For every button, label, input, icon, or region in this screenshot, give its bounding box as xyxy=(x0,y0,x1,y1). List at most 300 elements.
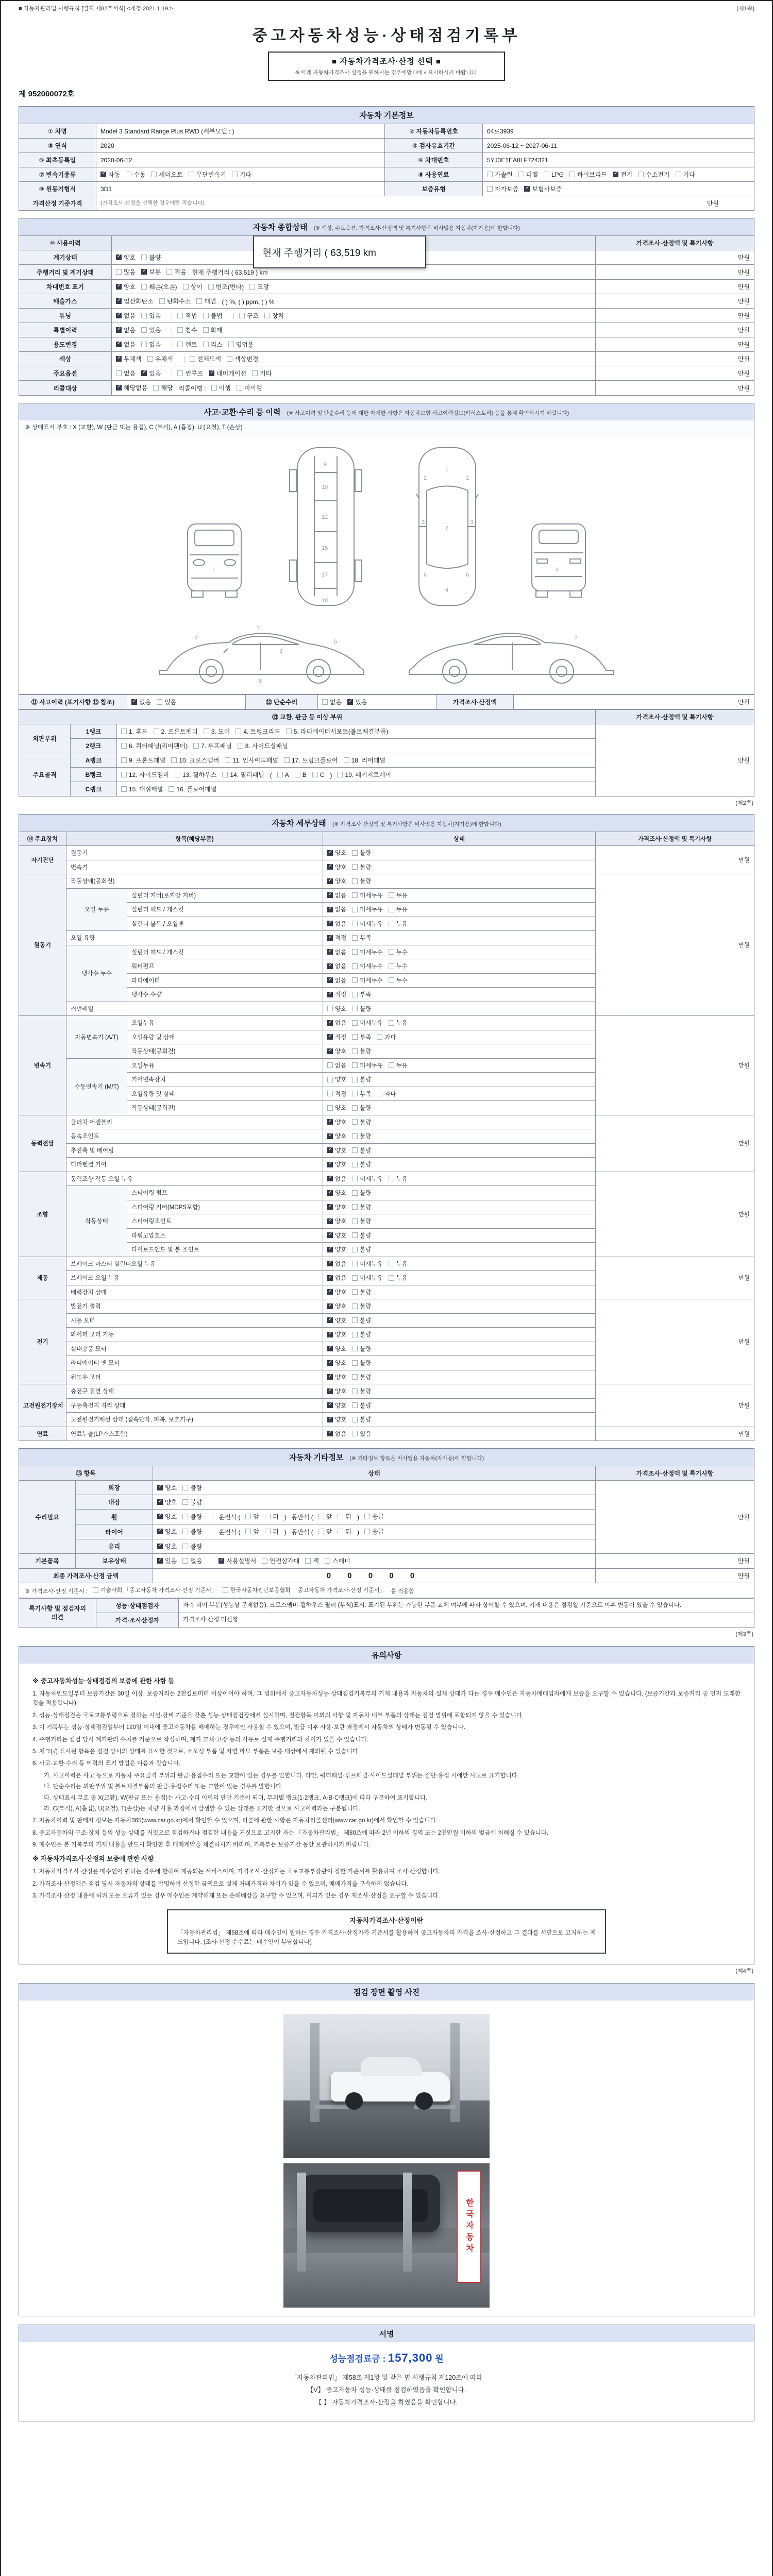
checkbox-option[interactable] xyxy=(121,785,163,793)
checkbox-option[interactable] xyxy=(352,1061,382,1070)
checkbox-option[interactable] xyxy=(352,891,382,900)
checkbox-option[interactable] xyxy=(318,1512,332,1521)
checkbox[interactable] xyxy=(183,284,189,290)
checkbox[interactable] xyxy=(93,1587,98,1593)
checkbox-option[interactable] xyxy=(327,1146,346,1155)
checkbox-option[interactable] xyxy=(305,1556,319,1565)
checkbox-checked[interactable] xyxy=(327,1147,333,1153)
checkbox-option[interactable] xyxy=(286,727,389,736)
checkbox-option[interactable] xyxy=(157,1483,177,1492)
checkbox[interactable] xyxy=(352,864,358,870)
checkbox[interactable] xyxy=(352,1374,358,1380)
checkbox[interactable] xyxy=(352,1232,358,1238)
checkbox[interactable] xyxy=(352,1417,358,1422)
checkbox[interactable] xyxy=(352,1020,358,1026)
checkbox-checked[interactable] xyxy=(327,1176,333,1181)
checkbox-option[interactable] xyxy=(182,1512,202,1521)
checkbox-option[interactable] xyxy=(327,1005,346,1013)
checkbox[interactable] xyxy=(325,1558,330,1564)
checkbox-option[interactable] xyxy=(352,1175,382,1183)
checkbox[interactable] xyxy=(121,772,127,777)
checkbox-option[interactable] xyxy=(352,1373,371,1381)
checkbox-checked[interactable] xyxy=(327,1417,333,1422)
checkbox-checked[interactable] xyxy=(116,298,122,304)
checkbox-option[interactable] xyxy=(327,1118,346,1126)
checkbox-option[interactable] xyxy=(327,1387,346,1395)
checkbox[interactable] xyxy=(352,1275,358,1281)
checkbox[interactable] xyxy=(337,772,343,777)
checkbox-option[interactable] xyxy=(327,934,346,942)
checkbox-checked[interactable] xyxy=(327,1374,333,1380)
checkbox-option[interactable] xyxy=(93,1586,217,1594)
checkbox-checked[interactable] xyxy=(327,977,333,983)
checkbox-option[interactable] xyxy=(141,326,161,334)
checkbox[interactable] xyxy=(389,1176,394,1181)
checkbox-option[interactable] xyxy=(352,863,371,871)
checkbox-option[interactable] xyxy=(389,920,408,928)
checkbox-option[interactable] xyxy=(352,1217,371,1225)
checkbox[interactable] xyxy=(352,1402,358,1408)
checkbox-option[interactable] xyxy=(203,340,223,349)
checkbox-checked[interactable] xyxy=(524,186,530,192)
checkbox[interactable] xyxy=(352,1289,358,1295)
checkbox[interactable] xyxy=(318,1529,324,1534)
checkbox-option[interactable] xyxy=(318,1527,332,1536)
checkbox[interactable] xyxy=(352,1332,358,1337)
checkbox[interactable] xyxy=(203,342,209,347)
checkbox-option[interactable] xyxy=(252,369,272,378)
checkbox[interactable] xyxy=(389,949,394,955)
checkbox-checked[interactable] xyxy=(209,370,214,376)
checkbox-option[interactable] xyxy=(327,1359,346,1367)
checkbox-option[interactable] xyxy=(364,1527,384,1536)
checkbox[interactable] xyxy=(389,1275,394,1281)
checkbox-checked[interactable] xyxy=(327,1317,333,1323)
checkbox[interactable] xyxy=(352,949,358,955)
checkbox-option[interactable] xyxy=(352,934,371,942)
checkbox[interactable] xyxy=(177,370,183,376)
checkbox-checked[interactable] xyxy=(327,1232,333,1238)
checkbox[interactable] xyxy=(352,1133,358,1139)
checkbox[interactable] xyxy=(265,1529,271,1534)
checkbox-checked[interactable] xyxy=(327,1020,333,1026)
checkbox-option[interactable] xyxy=(182,1498,202,1506)
checkbox-option[interactable] xyxy=(352,1316,371,1325)
checkbox-checked[interactable] xyxy=(347,699,353,705)
checkbox[interactable] xyxy=(154,728,159,734)
checkbox-option[interactable] xyxy=(327,1033,346,1041)
checkbox-option[interactable] xyxy=(352,1245,371,1253)
checkbox-option[interactable] xyxy=(327,920,346,928)
checkbox-option[interactable] xyxy=(389,1260,408,1268)
checkbox[interactable] xyxy=(196,298,202,304)
checkbox[interactable] xyxy=(389,1261,394,1266)
checkbox-option[interactable] xyxy=(389,1274,408,1282)
checkbox[interactable] xyxy=(249,284,255,290)
checkbox-checked[interactable] xyxy=(157,1499,163,1505)
checkbox-option[interactable] xyxy=(352,1203,371,1211)
checkbox[interactable] xyxy=(312,772,318,777)
checkbox-option[interactable] xyxy=(277,771,289,778)
checkbox[interactable] xyxy=(352,1034,358,1040)
checkbox-checked[interactable] xyxy=(116,327,122,333)
checkbox[interactable] xyxy=(121,743,127,749)
checkbox[interactable] xyxy=(204,728,209,734)
checkbox[interactable] xyxy=(327,1062,333,1068)
checkbox[interactable] xyxy=(182,1499,188,1505)
checkbox-checked[interactable] xyxy=(327,1360,333,1366)
checkbox[interactable] xyxy=(245,1529,251,1534)
checkbox[interactable] xyxy=(377,1091,382,1096)
checkbox[interactable] xyxy=(638,172,644,177)
checkbox-checked[interactable] xyxy=(157,1514,163,1519)
checkbox-option[interactable] xyxy=(327,1430,346,1438)
checkbox-option[interactable] xyxy=(352,962,382,970)
checkbox-option[interactable] xyxy=(189,170,226,179)
checkbox-checked[interactable] xyxy=(116,385,122,391)
checkbox[interactable] xyxy=(182,1529,188,1534)
checkbox[interactable] xyxy=(487,172,493,177)
checkbox-option[interactable] xyxy=(182,1542,202,1551)
checkbox[interactable] xyxy=(223,1587,228,1593)
checkbox-checked[interactable] xyxy=(327,1119,333,1125)
checkbox-checked[interactable] xyxy=(116,313,122,318)
checkbox[interactable] xyxy=(352,907,358,912)
checkbox-option[interactable] xyxy=(182,1527,202,1536)
checkbox-option[interactable] xyxy=(364,1512,384,1521)
checkbox-option[interactable] xyxy=(100,170,120,179)
checkbox-checked[interactable] xyxy=(327,892,333,898)
checkbox-checked[interactable] xyxy=(327,1247,333,1252)
checkbox-option[interactable] xyxy=(352,1104,371,1112)
checkbox[interactable] xyxy=(352,1091,358,1096)
checkbox-option[interactable] xyxy=(352,990,371,998)
checkbox-checked[interactable] xyxy=(327,1048,333,1054)
checkbox-checked[interactable] xyxy=(327,1218,333,1224)
checkbox[interactable] xyxy=(364,1514,370,1519)
checkbox[interactable] xyxy=(141,284,147,290)
checkbox-option[interactable] xyxy=(225,756,278,765)
checkbox-option[interactable] xyxy=(389,1019,408,1027)
checkbox-option[interactable] xyxy=(389,1175,408,1183)
checkbox-option[interactable] xyxy=(141,340,161,349)
checkbox-option[interactable] xyxy=(352,1415,371,1423)
checkbox[interactable] xyxy=(352,1105,358,1111)
checkbox-option[interactable] xyxy=(389,948,408,956)
checkbox-option[interactable] xyxy=(352,1019,382,1027)
checkbox[interactable] xyxy=(322,699,328,705)
checkbox-option[interactable] xyxy=(265,1527,279,1536)
checkbox-option[interactable] xyxy=(116,311,136,320)
checkbox[interactable] xyxy=(352,992,358,997)
checkbox-checked[interactable] xyxy=(116,284,122,290)
checkbox-checked[interactable] xyxy=(141,269,147,275)
checkbox-option[interactable] xyxy=(227,354,258,363)
checkbox-checked[interactable] xyxy=(116,342,122,347)
checkbox-option[interactable] xyxy=(352,920,382,928)
checkbox-option[interactable] xyxy=(121,756,165,765)
checkbox-option[interactable] xyxy=(327,1203,346,1211)
checkbox-option[interactable] xyxy=(327,1373,346,1381)
checkbox[interactable] xyxy=(327,1105,333,1111)
checkbox-option[interactable] xyxy=(327,976,346,985)
checkbox-option[interactable] xyxy=(352,877,371,885)
checkbox-checked[interactable] xyxy=(327,1303,333,1309)
checkbox-option[interactable] xyxy=(141,282,177,291)
checkbox[interactable] xyxy=(236,728,241,734)
checkbox-option[interactable] xyxy=(171,756,219,765)
checkbox[interactable] xyxy=(237,385,242,391)
checkbox-option[interactable] xyxy=(262,1556,299,1565)
checkbox-option[interactable] xyxy=(327,891,346,900)
checkbox-checked[interactable] xyxy=(327,1431,333,1436)
checkbox-option[interactable] xyxy=(327,1075,346,1083)
checkbox-option[interactable] xyxy=(524,184,562,193)
checkbox-option[interactable] xyxy=(352,1359,371,1367)
checkbox[interactable] xyxy=(352,1431,358,1436)
checkbox-option[interactable] xyxy=(352,1075,371,1083)
checkbox[interactable] xyxy=(225,757,230,763)
checkbox-option[interactable] xyxy=(154,727,198,736)
checkbox-option[interactable] xyxy=(182,1556,202,1565)
checkbox-option[interactable] xyxy=(327,1132,346,1140)
checkbox[interactable] xyxy=(352,1317,358,1323)
checkbox-option[interactable] xyxy=(352,1231,371,1240)
checkbox[interactable] xyxy=(211,385,217,391)
checkbox[interactable] xyxy=(147,356,153,362)
checkbox-option[interactable] xyxy=(203,326,223,334)
checkbox-option[interactable] xyxy=(183,282,203,291)
checkbox-checked[interactable] xyxy=(327,949,333,955)
checkbox-option[interactable] xyxy=(196,297,216,306)
checkbox-option[interactable] xyxy=(347,698,367,706)
checkbox[interactable] xyxy=(126,172,131,177)
checkbox-option[interactable] xyxy=(126,170,145,179)
checkbox[interactable] xyxy=(352,1048,358,1054)
checkbox-option[interactable] xyxy=(327,877,346,885)
checkbox-option[interactable] xyxy=(204,727,230,736)
checkbox-option[interactable] xyxy=(327,1231,346,1240)
checkbox[interactable] xyxy=(227,356,232,362)
checkbox[interactable] xyxy=(389,907,394,912)
checkbox-option[interactable] xyxy=(352,1345,371,1353)
checkbox-option[interactable] xyxy=(239,311,259,320)
checkbox[interactable] xyxy=(352,1247,358,1252)
checkbox-option[interactable] xyxy=(327,1345,346,1353)
checkbox-checked[interactable] xyxy=(327,935,333,941)
checkbox-checked[interactable] xyxy=(100,172,106,177)
checkbox[interactable] xyxy=(327,1077,333,1082)
checkbox-checked[interactable] xyxy=(613,172,618,177)
checkbox[interactable] xyxy=(352,1176,358,1181)
checkbox-option[interactable] xyxy=(352,1189,371,1197)
checkbox[interactable] xyxy=(169,786,174,792)
checkbox[interactable] xyxy=(141,313,147,318)
checkbox[interactable] xyxy=(352,1360,358,1366)
checkbox-option[interactable] xyxy=(141,267,161,276)
checkbox-option[interactable] xyxy=(337,770,391,779)
checkbox-checked[interactable] xyxy=(327,1133,333,1139)
checkbox-option[interactable] xyxy=(232,170,251,179)
checkbox-checked[interactable] xyxy=(327,1402,333,1408)
checkbox-option[interactable] xyxy=(265,1512,279,1521)
checkbox-option[interactable] xyxy=(352,1401,371,1410)
checkbox-option[interactable] xyxy=(209,369,246,378)
checkbox-option[interactable] xyxy=(157,1556,177,1565)
checkbox[interactable] xyxy=(352,963,358,969)
checkbox-checked[interactable] xyxy=(157,1558,163,1564)
checkbox[interactable] xyxy=(175,772,180,777)
checkbox[interactable] xyxy=(352,1388,358,1394)
checkbox-option[interactable] xyxy=(166,267,186,276)
checkbox-option[interactable] xyxy=(177,369,203,378)
checkbox-option[interactable] xyxy=(157,698,176,706)
checkbox-option[interactable] xyxy=(327,1047,346,1055)
checkbox-option[interactable] xyxy=(236,727,280,736)
checkbox-option[interactable] xyxy=(352,1387,371,1395)
checkbox[interactable] xyxy=(189,172,194,177)
checkbox-option[interactable] xyxy=(352,1090,371,1098)
checkbox-option[interactable] xyxy=(327,1260,346,1268)
checkbox-option[interactable] xyxy=(193,741,232,750)
checkbox-option[interactable] xyxy=(327,1288,346,1296)
checkbox[interactable] xyxy=(487,186,493,192)
checkbox-option[interactable] xyxy=(389,976,408,985)
checkbox-checked[interactable] xyxy=(327,1190,333,1196)
checkbox-option[interactable] xyxy=(338,1512,351,1521)
checkbox-option[interactable] xyxy=(327,1061,346,1070)
checkbox[interactable] xyxy=(264,313,270,318)
checkbox[interactable] xyxy=(305,1558,311,1564)
checkbox-option[interactable] xyxy=(121,727,148,736)
checkbox[interactable] xyxy=(318,1514,324,1519)
checkbox-checked[interactable] xyxy=(327,1275,333,1281)
checkbox-option[interactable] xyxy=(157,1527,177,1536)
checkbox-option[interactable] xyxy=(338,1527,351,1536)
checkbox[interactable] xyxy=(232,172,238,177)
checkbox-option[interactable] xyxy=(352,1430,371,1438)
checkbox-checked[interactable] xyxy=(327,1162,333,1167)
checkbox[interactable] xyxy=(295,772,300,777)
checkbox-checked[interactable] xyxy=(116,356,122,362)
checkbox[interactable] xyxy=(544,172,549,177)
checkbox-option[interactable] xyxy=(352,1274,382,1282)
checkbox-checked[interactable] xyxy=(327,878,333,884)
checkbox[interactable] xyxy=(352,1204,358,1210)
checkbox[interactable] xyxy=(141,327,147,333)
checkbox[interactable] xyxy=(518,172,524,177)
checkbox[interactable] xyxy=(182,1544,188,1549)
checkbox-option[interactable] xyxy=(327,1189,346,1197)
checkbox[interactable] xyxy=(141,342,147,347)
checkbox-option[interactable] xyxy=(322,698,342,706)
checkbox-option[interactable] xyxy=(327,1401,346,1410)
checkbox[interactable] xyxy=(238,743,243,749)
checkbox[interactable] xyxy=(352,977,358,983)
checkbox[interactable] xyxy=(208,284,214,290)
checkbox[interactable] xyxy=(352,1062,358,1068)
checkbox-option[interactable] xyxy=(147,354,173,363)
checkbox-checked[interactable] xyxy=(327,1034,333,1040)
checkbox[interactable] xyxy=(352,1147,358,1153)
checkbox[interactable] xyxy=(389,1062,394,1068)
checkbox[interactable] xyxy=(286,728,292,734)
checkbox[interactable] xyxy=(338,1529,343,1534)
checkbox[interactable] xyxy=(121,757,127,763)
checkbox[interactable] xyxy=(327,1091,333,1096)
checkbox-checked[interactable] xyxy=(141,370,147,376)
checkbox-option[interactable] xyxy=(352,1146,371,1155)
checkbox[interactable] xyxy=(182,1514,188,1519)
checkbox[interactable] xyxy=(116,370,122,376)
checkbox[interactable] xyxy=(157,699,162,705)
checkbox-option[interactable] xyxy=(284,756,338,765)
checkbox-option[interactable] xyxy=(245,1527,259,1536)
checkbox-option[interactable] xyxy=(157,1498,177,1506)
checkbox-option[interactable] xyxy=(518,170,538,179)
checkbox-option[interactable] xyxy=(676,170,695,179)
checkbox[interactable] xyxy=(239,313,245,318)
checkbox-option[interactable] xyxy=(352,1047,371,1055)
checkbox-option[interactable] xyxy=(352,1330,371,1338)
checkbox[interactable] xyxy=(389,921,394,926)
checkbox-option[interactable] xyxy=(352,1302,371,1310)
checkbox-option[interactable] xyxy=(389,962,408,970)
checkbox-option[interactable] xyxy=(116,267,136,276)
checkbox[interactable] xyxy=(352,1077,358,1082)
checkbox[interactable] xyxy=(352,1006,358,1011)
checkbox-checked[interactable] xyxy=(327,850,333,856)
checkbox[interactable] xyxy=(190,356,195,362)
checkbox-option[interactable] xyxy=(182,1483,202,1492)
checkbox-checked[interactable] xyxy=(327,1289,333,1295)
checkbox-option[interactable] xyxy=(487,170,513,179)
checkbox-option[interactable] xyxy=(327,1090,346,1098)
checkbox[interactable] xyxy=(203,313,209,318)
checkbox-option[interactable] xyxy=(327,948,346,956)
checkbox[interactable] xyxy=(352,1346,358,1351)
checkbox-option[interactable] xyxy=(638,170,669,179)
checkbox-option[interactable] xyxy=(352,849,371,857)
checkbox-option[interactable] xyxy=(295,771,307,778)
checkbox-option[interactable] xyxy=(352,1132,371,1140)
checkbox-checked[interactable] xyxy=(157,1485,163,1490)
checkbox-option[interactable] xyxy=(327,1245,346,1253)
checkbox-option[interactable] xyxy=(352,905,382,913)
checkbox-option[interactable] xyxy=(327,849,346,857)
checkbox[interactable] xyxy=(377,1034,382,1040)
checkbox-option[interactable] xyxy=(352,948,382,956)
checkbox-checked[interactable] xyxy=(327,921,333,926)
checkbox-option[interactable] xyxy=(327,1274,346,1282)
checkbox-option[interactable] xyxy=(141,253,161,262)
checkbox-option[interactable] xyxy=(352,1005,371,1013)
checkbox-checked[interactable] xyxy=(327,1204,333,1210)
checkbox-option[interactable] xyxy=(389,905,408,913)
checkbox[interactable] xyxy=(177,327,183,333)
checkbox-option[interactable] xyxy=(203,311,223,320)
checkbox-option[interactable] xyxy=(141,369,161,378)
checkbox-option[interactable] xyxy=(121,770,169,779)
checkbox-option[interactable] xyxy=(352,1288,371,1296)
checkbox-option[interactable] xyxy=(177,340,197,349)
checkbox[interactable] xyxy=(344,757,349,763)
checkbox-option[interactable] xyxy=(219,1556,256,1565)
checkbox[interactable] xyxy=(166,269,172,275)
checkbox-option[interactable] xyxy=(352,1260,382,1268)
checkbox[interactable] xyxy=(182,1558,188,1564)
checkbox[interactable] xyxy=(277,772,283,777)
